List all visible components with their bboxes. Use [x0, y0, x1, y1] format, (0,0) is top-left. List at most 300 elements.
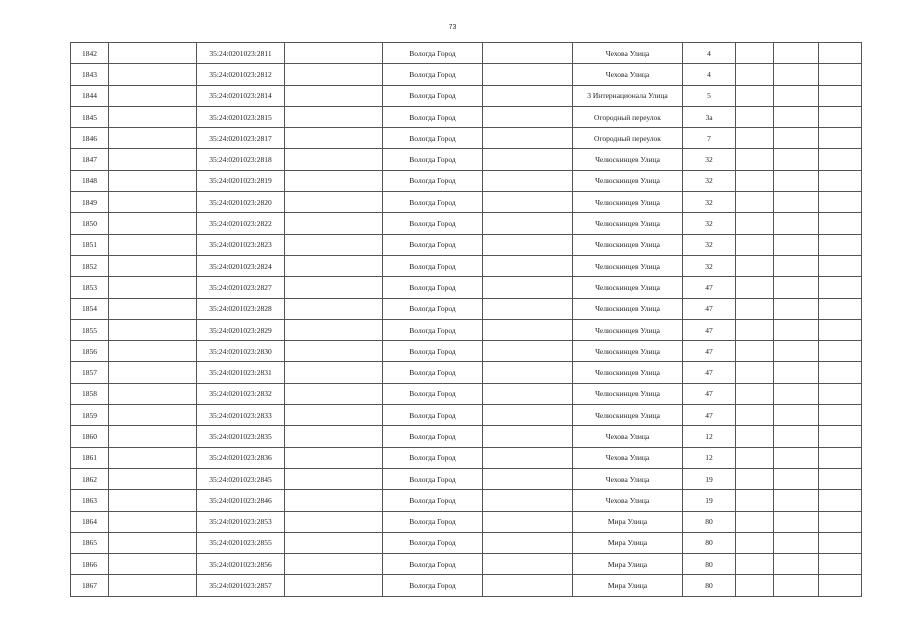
house-number-cell: 19: [683, 468, 736, 489]
house-number-cell: 3а: [683, 106, 736, 127]
empty-cell: [483, 149, 573, 170]
empty-cell: [285, 85, 383, 106]
table-row: [71, 43, 862, 64]
empty-cell: [285, 128, 383, 149]
locality-cell: Вологда Город: [383, 64, 483, 85]
table-row: [71, 255, 862, 276]
empty-cell: [285, 43, 383, 64]
empty-cell: [774, 43, 819, 64]
empty-cell: [736, 43, 774, 64]
house-number-cell: 47: [683, 341, 736, 362]
locality-cell: Вологда Город: [383, 128, 483, 149]
empty-cell: [483, 511, 573, 532]
empty-cell: [819, 170, 862, 191]
cadastral-number-cell: 35:24:0201023:2832: [197, 383, 285, 404]
empty-cell: [819, 511, 862, 532]
empty-cell: [109, 383, 197, 404]
house-number-cell: 80: [683, 532, 736, 553]
street-cell: 3 Интернационала Улица: [573, 85, 683, 106]
house-number-cell: 32: [683, 234, 736, 255]
empty-cell: [285, 106, 383, 127]
table-row: [71, 128, 862, 149]
empty-cell: [774, 64, 819, 85]
empty-cell: [819, 319, 862, 340]
empty-cell: [285, 319, 383, 340]
empty-cell: [819, 277, 862, 298]
locality-cell: Вологда Город: [383, 213, 483, 234]
empty-cell: [819, 554, 862, 575]
locality-cell: Вологда Город: [383, 85, 483, 106]
empty-cell: [483, 277, 573, 298]
empty-cell: [483, 341, 573, 362]
table-row: [71, 468, 862, 489]
empty-cell: [285, 575, 383, 596]
empty-cell: [109, 511, 197, 532]
empty-cell: [736, 426, 774, 447]
table-row: [71, 405, 862, 426]
empty-cell: [774, 532, 819, 553]
row-number-cell: 1843: [71, 64, 109, 85]
empty-cell: [736, 170, 774, 191]
empty-cell: [819, 234, 862, 255]
row-number-cell: 1845: [71, 106, 109, 127]
street-cell: Челюскинцев Улица: [573, 170, 683, 191]
empty-cell: [109, 234, 197, 255]
empty-cell: [483, 255, 573, 276]
table-row: [71, 511, 862, 532]
empty-cell: [285, 192, 383, 213]
empty-cell: [774, 341, 819, 362]
house-number-cell: 32: [683, 213, 736, 234]
row-number-cell: 1853: [71, 277, 109, 298]
empty-cell: [774, 362, 819, 383]
empty-cell: [736, 128, 774, 149]
empty-cell: [483, 64, 573, 85]
street-cell: Челюскинцев Улица: [573, 149, 683, 170]
cadastral-number-cell: 35:24:0201023:2855: [197, 532, 285, 553]
empty-cell: [774, 234, 819, 255]
cadastral-number-cell: 35:24:0201023:2829: [197, 319, 285, 340]
house-number-cell: 47: [683, 383, 736, 404]
empty-cell: [736, 213, 774, 234]
empty-cell: [109, 43, 197, 64]
empty-cell: [109, 298, 197, 319]
row-number-cell: 1861: [71, 447, 109, 468]
cadastral-number-cell: 35:24:0201023:2824: [197, 255, 285, 276]
locality-cell: Вологда Город: [383, 405, 483, 426]
house-number-cell: 47: [683, 319, 736, 340]
empty-cell: [285, 362, 383, 383]
cadastral-number-cell: 35:24:0201023:2835: [197, 426, 285, 447]
empty-cell: [819, 192, 862, 213]
cadastral-number-cell: 35:24:0201023:2823: [197, 234, 285, 255]
empty-cell: [483, 85, 573, 106]
row-number-cell: 1850: [71, 213, 109, 234]
empty-cell: [483, 192, 573, 213]
empty-cell: [285, 468, 383, 489]
row-number-cell: 1866: [71, 554, 109, 575]
empty-cell: [774, 149, 819, 170]
empty-cell: [483, 43, 573, 64]
cadastral-number-cell: 35:24:0201023:2815: [197, 106, 285, 127]
empty-cell: [109, 426, 197, 447]
house-number-cell: 32: [683, 170, 736, 191]
house-number-cell: 32: [683, 255, 736, 276]
empty-cell: [774, 554, 819, 575]
house-number-cell: 80: [683, 575, 736, 596]
empty-cell: [109, 192, 197, 213]
empty-cell: [483, 532, 573, 553]
row-number-cell: 1864: [71, 511, 109, 532]
empty-cell: [285, 383, 383, 404]
empty-cell: [285, 277, 383, 298]
locality-cell: Вологда Город: [383, 43, 483, 64]
locality-cell: Вологда Город: [383, 447, 483, 468]
row-number-cell: 1858: [71, 383, 109, 404]
cadastral-number-cell: 35:24:0201023:2845: [197, 468, 285, 489]
cadastral-number-cell: 35:24:0201023:2827: [197, 277, 285, 298]
street-cell: Мира Улица: [573, 575, 683, 596]
table-row: [71, 426, 862, 447]
house-number-cell: 5: [683, 85, 736, 106]
empty-cell: [774, 106, 819, 127]
cadastral-number-cell: 35:24:0201023:2856: [197, 554, 285, 575]
locality-cell: Вологда Город: [383, 255, 483, 276]
locality-cell: Вологда Город: [383, 511, 483, 532]
cadastral-number-cell: 35:24:0201023:2833: [197, 405, 285, 426]
row-number-cell: 1857: [71, 362, 109, 383]
row-number-cell: 1844: [71, 85, 109, 106]
row-number-cell: 1862: [71, 468, 109, 489]
house-number-cell: 12: [683, 447, 736, 468]
house-number-cell: 80: [683, 554, 736, 575]
house-number-cell: 80: [683, 511, 736, 532]
empty-cell: [736, 298, 774, 319]
street-cell: Чехова Улица: [573, 43, 683, 64]
empty-cell: [285, 532, 383, 553]
house-number-cell: 47: [683, 362, 736, 383]
empty-cell: [736, 192, 774, 213]
cadastral-number-cell: 35:24:0201023:2828: [197, 298, 285, 319]
row-number-cell: 1855: [71, 319, 109, 340]
empty-cell: [736, 490, 774, 511]
empty-cell: [109, 468, 197, 489]
table-row: [71, 319, 862, 340]
empty-cell: [483, 213, 573, 234]
empty-cell: [109, 149, 197, 170]
empty-cell: [109, 447, 197, 468]
house-number-cell: 32: [683, 192, 736, 213]
empty-cell: [109, 319, 197, 340]
street-cell: Челюскинцев Улица: [573, 362, 683, 383]
house-number-cell: 47: [683, 277, 736, 298]
empty-cell: [819, 532, 862, 553]
cadastral-number-cell: 35:24:0201023:2857: [197, 575, 285, 596]
table-row: [71, 341, 862, 362]
empty-cell: [819, 128, 862, 149]
empty-cell: [736, 575, 774, 596]
street-cell: Огородный переулок: [573, 106, 683, 127]
empty-cell: [109, 490, 197, 511]
empty-cell: [109, 277, 197, 298]
house-number-cell: 4: [683, 43, 736, 64]
empty-cell: [483, 362, 573, 383]
locality-cell: Вологда Город: [383, 192, 483, 213]
row-number-cell: 1849: [71, 192, 109, 213]
empty-cell: [819, 468, 862, 489]
locality-cell: Вологда Город: [383, 106, 483, 127]
row-number-cell: 1867: [71, 575, 109, 596]
locality-cell: Вологда Город: [383, 341, 483, 362]
table-row: [71, 106, 862, 127]
empty-cell: [109, 341, 197, 362]
table-row: [71, 213, 862, 234]
empty-cell: [819, 255, 862, 276]
table-row: [71, 383, 862, 404]
empty-cell: [774, 277, 819, 298]
locality-cell: Вологда Город: [383, 575, 483, 596]
empty-cell: [736, 277, 774, 298]
empty-cell: [109, 554, 197, 575]
locality-cell: Вологда Город: [383, 532, 483, 553]
empty-cell: [819, 575, 862, 596]
row-number-cell: 1859: [71, 405, 109, 426]
street-cell: Челюскинцев Улица: [573, 255, 683, 276]
street-cell: Чехова Улица: [573, 490, 683, 511]
empty-cell: [774, 575, 819, 596]
empty-cell: [109, 128, 197, 149]
empty-cell: [285, 426, 383, 447]
empty-cell: [819, 43, 862, 64]
table-row: [71, 532, 862, 553]
empty-cell: [819, 149, 862, 170]
empty-cell: [736, 554, 774, 575]
locality-cell: Вологда Город: [383, 170, 483, 191]
empty-cell: [774, 192, 819, 213]
house-number-cell: 47: [683, 405, 736, 426]
empty-cell: [774, 213, 819, 234]
empty-cell: [774, 128, 819, 149]
row-number-cell: 1852: [71, 255, 109, 276]
row-number-cell: 1847: [71, 149, 109, 170]
empty-cell: [736, 511, 774, 532]
row-number-cell: 1856: [71, 341, 109, 362]
empty-cell: [774, 405, 819, 426]
table-row: [71, 575, 862, 596]
empty-cell: [285, 213, 383, 234]
empty-cell: [774, 85, 819, 106]
cadastral-number-cell: 35:24:0201023:2812: [197, 64, 285, 85]
cadastral-number-cell: 35:24:0201023:2846: [197, 490, 285, 511]
table-row: [71, 64, 862, 85]
empty-cell: [819, 490, 862, 511]
registry-body: [71, 43, 862, 597]
empty-cell: [736, 234, 774, 255]
locality-cell: Вологда Город: [383, 383, 483, 404]
locality-cell: Вологда Город: [383, 149, 483, 170]
empty-cell: [109, 170, 197, 191]
table-row: [71, 447, 862, 468]
empty-cell: [819, 447, 862, 468]
street-cell: Чехова Улица: [573, 447, 683, 468]
empty-cell: [819, 298, 862, 319]
table-row: [71, 362, 862, 383]
cadastral-number-cell: 35:24:0201023:2831: [197, 362, 285, 383]
empty-cell: [285, 341, 383, 362]
page-number: 73: [448, 24, 457, 31]
empty-cell: [483, 106, 573, 127]
empty-cell: [109, 85, 197, 106]
empty-cell: [109, 405, 197, 426]
empty-cell: [483, 298, 573, 319]
empty-cell: [819, 213, 862, 234]
table-row: [71, 554, 862, 575]
empty-cell: [736, 405, 774, 426]
cadastral-number-cell: 35:24:0201023:2830: [197, 341, 285, 362]
empty-cell: [483, 234, 573, 255]
empty-cell: [285, 64, 383, 85]
house-number-cell: 47: [683, 298, 736, 319]
empty-cell: [774, 447, 819, 468]
empty-cell: [819, 85, 862, 106]
empty-cell: [483, 554, 573, 575]
table-row: [71, 490, 862, 511]
empty-cell: [483, 383, 573, 404]
locality-cell: Вологда Город: [383, 554, 483, 575]
empty-cell: [819, 362, 862, 383]
house-number-cell: 4: [683, 64, 736, 85]
empty-cell: [285, 298, 383, 319]
street-cell: Челюскинцев Улица: [573, 213, 683, 234]
empty-cell: [285, 447, 383, 468]
empty-cell: [109, 106, 197, 127]
empty-cell: [736, 255, 774, 276]
empty-cell: [819, 405, 862, 426]
cadastral-number-cell: 35:24:0201023:2819: [197, 170, 285, 191]
empty-cell: [285, 405, 383, 426]
empty-cell: [736, 106, 774, 127]
empty-cell: [774, 298, 819, 319]
empty-cell: [483, 405, 573, 426]
empty-cell: [774, 511, 819, 532]
street-cell: Огородный переулок: [573, 128, 683, 149]
empty-cell: [819, 426, 862, 447]
street-cell: Челюскинцев Улица: [573, 234, 683, 255]
empty-cell: [109, 575, 197, 596]
street-cell: Мира Улица: [573, 511, 683, 532]
cadastral-number-cell: 35:24:0201023:2853: [197, 511, 285, 532]
empty-cell: [109, 213, 197, 234]
empty-cell: [483, 490, 573, 511]
street-cell: Челюскинцев Улица: [573, 319, 683, 340]
locality-cell: Вологда Город: [383, 490, 483, 511]
locality-cell: Вологда Город: [383, 298, 483, 319]
cadastral-number-cell: 35:24:0201023:2818: [197, 149, 285, 170]
empty-cell: [774, 468, 819, 489]
empty-cell: [774, 255, 819, 276]
empty-cell: [483, 575, 573, 596]
empty-cell: [774, 383, 819, 404]
empty-cell: [285, 554, 383, 575]
row-number-cell: 1865: [71, 532, 109, 553]
empty-cell: [774, 319, 819, 340]
empty-cell: [736, 319, 774, 340]
house-number-cell: 7: [683, 128, 736, 149]
street-cell: Челюскинцев Улица: [573, 298, 683, 319]
row-number-cell: 1860: [71, 426, 109, 447]
row-number-cell: 1851: [71, 234, 109, 255]
empty-cell: [285, 255, 383, 276]
row-number-cell: 1848: [71, 170, 109, 191]
empty-cell: [483, 319, 573, 340]
row-number-cell: 1863: [71, 490, 109, 511]
empty-cell: [109, 64, 197, 85]
street-cell: Челюскинцев Улица: [573, 341, 683, 362]
cadastral-number-cell: 35:24:0201023:2811: [197, 43, 285, 64]
locality-cell: Вологда Город: [383, 319, 483, 340]
empty-cell: [736, 149, 774, 170]
table-row: [71, 298, 862, 319]
row-number-cell: 1842: [71, 43, 109, 64]
cadastral-number-cell: 35:24:0201023:2820: [197, 192, 285, 213]
empty-cell: [736, 447, 774, 468]
empty-cell: [774, 490, 819, 511]
street-cell: Челюскинцев Улица: [573, 277, 683, 298]
house-number-cell: 12: [683, 426, 736, 447]
empty-cell: [736, 85, 774, 106]
empty-cell: [774, 170, 819, 191]
cadastral-number-cell: 35:24:0201023:2817: [197, 128, 285, 149]
street-cell: Мира Улица: [573, 554, 683, 575]
empty-cell: [736, 64, 774, 85]
street-cell: Чехова Улица: [573, 426, 683, 447]
cadastral-number-cell: 35:24:0201023:2836: [197, 447, 285, 468]
empty-cell: [483, 426, 573, 447]
street-cell: Челюскинцев Улица: [573, 405, 683, 426]
empty-cell: [819, 106, 862, 127]
row-number-cell: 1854: [71, 298, 109, 319]
empty-cell: [285, 490, 383, 511]
table-row: [71, 277, 862, 298]
locality-cell: Вологда Город: [383, 426, 483, 447]
empty-cell: [819, 383, 862, 404]
empty-cell: [819, 64, 862, 85]
empty-cell: [285, 149, 383, 170]
house-number-cell: 19: [683, 490, 736, 511]
empty-cell: [483, 447, 573, 468]
empty-cell: [736, 468, 774, 489]
street-cell: Челюскинцев Улица: [573, 192, 683, 213]
empty-cell: [109, 255, 197, 276]
table-row: [71, 170, 862, 191]
locality-cell: Вологда Город: [383, 277, 483, 298]
row-number-cell: 1846: [71, 128, 109, 149]
cadastral-number-cell: 35:24:0201023:2814: [197, 85, 285, 106]
empty-cell: [483, 170, 573, 191]
empty-cell: [819, 341, 862, 362]
empty-cell: [736, 362, 774, 383]
empty-cell: [109, 362, 197, 383]
table-row: [71, 85, 862, 106]
house-number-cell: 32: [683, 149, 736, 170]
empty-cell: [109, 532, 197, 553]
locality-cell: Вологда Город: [383, 468, 483, 489]
empty-cell: [736, 341, 774, 362]
street-cell: Мира Улица: [573, 532, 683, 553]
empty-cell: [285, 511, 383, 532]
empty-cell: [736, 532, 774, 553]
empty-cell: [483, 128, 573, 149]
